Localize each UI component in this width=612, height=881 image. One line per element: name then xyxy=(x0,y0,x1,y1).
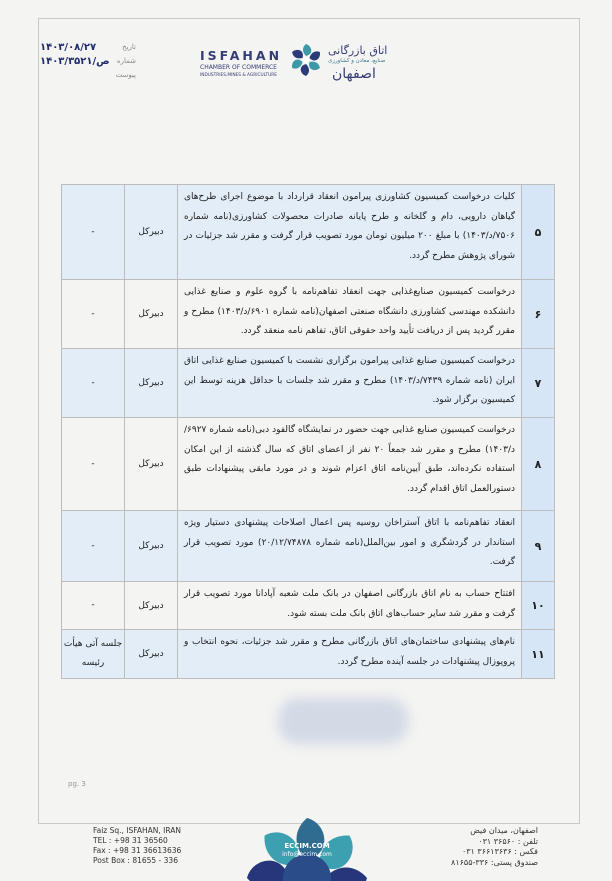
number-value: ۱۴۰۳/ص/۳۵۲۱ xyxy=(40,55,110,67)
letter-meta xyxy=(40,40,136,82)
row-responsible: دبیرکل xyxy=(124,582,177,629)
row-description: درخواست کمیسیون صنایع‌غذایی جهت انعقاد تفاهم‌نامه با گروه علوم و صنایع غذایی دانشکده مهندسی کشاورزی دانشگاه صنعتی اصفهان(نامه شماره ۶۹۰۱/د/۱۴۰۳) مطرح و مقرر گردید پس از دریافت تأیید واحد حقوقی اتاق، تفاهم نامه منعقد گردد. xyxy=(177,280,521,348)
attachment-row xyxy=(40,68,136,82)
row-responsible: دبیرکل xyxy=(124,511,177,581)
table-row xyxy=(62,185,554,280)
attachment-label: پیوست xyxy=(115,71,136,79)
row-deadline: - xyxy=(62,511,124,581)
row-description: نام‌های پیشنهادی ساختمان‌های اتاق بازرگانی مطرح و مقرر شد جزئیات، نحوه انتخاب و پروپوزال پیشنهادات در جلسه آینده مطرح گردد. xyxy=(177,630,521,678)
logo-en-subtitle-2: INDUSTRIES,MINES & AGRICULTURE xyxy=(200,73,277,78)
row-number: ۷ xyxy=(521,349,554,417)
table-row xyxy=(62,582,554,630)
row-number: ۸ xyxy=(521,418,554,510)
row-responsible: دبیرکل xyxy=(124,349,177,417)
row-deadline: - xyxy=(91,458,95,469)
row-deadline: جلسه آتی هیأت رئیسه xyxy=(62,630,124,678)
footer-email[interactable]: info@eccim.com xyxy=(282,851,332,858)
row-deadline: - xyxy=(91,308,95,319)
date-label: تاریخ xyxy=(122,43,136,51)
footer-contact-en xyxy=(93,826,181,866)
row-responsible: دبیرکل xyxy=(124,280,177,348)
footer-tel-fa: تلفن : ۳۶۵۶۰ ۰۳۱ xyxy=(478,836,538,846)
number-label: شماره xyxy=(116,57,136,65)
footer-fax-en: Fax : +98 31 36613636 xyxy=(93,846,182,855)
table-row xyxy=(62,349,554,418)
footer-tel-en: TEL : +98 31 36560 xyxy=(93,836,168,845)
chamber-logo xyxy=(198,40,428,92)
row-number: ۶ xyxy=(521,280,554,348)
footer-address-en: Faiz Sq., ISFAHAN, IRAN xyxy=(93,826,182,835)
row-deadline: - xyxy=(91,600,95,610)
footer-emblem xyxy=(222,818,392,881)
table-row xyxy=(62,418,554,511)
footer-website[interactable]: ECCIM.COM xyxy=(284,842,330,850)
logo-fa-subtitle: صنایع، معادن و کشاورزی xyxy=(328,58,386,64)
chamber-emblem-icon xyxy=(288,42,324,78)
footer-pobox-en: Post Box : 81655 - 336 xyxy=(93,856,178,865)
resolutions-table xyxy=(61,184,555,679)
row-responsible: دبیرکل xyxy=(124,418,177,510)
page-number: pg. 3 xyxy=(68,780,86,788)
row-number: ۹ xyxy=(521,511,554,581)
table-row xyxy=(62,280,554,349)
logo-fa-title: اتاق بازرگانی xyxy=(328,44,388,57)
logo-en-title: ISFAHAN xyxy=(200,48,283,63)
row-number: ۱۱ xyxy=(521,630,554,678)
row-responsible: دبیرکل xyxy=(124,185,177,279)
row-number: ۵ xyxy=(521,185,554,279)
row-description: کلیات درخواست کمیسیون کشاورزی پیرامون انعقاد قرارداد با موضوع اجرای طرح‌های گیاهان دارویی، دام و گلخانه و طرح پایانه صادرات محصولات کشاورزی(نامه شماره ۷۵۰۶/د/۱۴۰۳) با مبلغ ۲۰۰ میلیون تومان مورد تصویب قرار گرفت و مقرر شد جزئیات در شورای پژوهش مطرح گردد. xyxy=(177,185,521,279)
row-description: درخواست کمیسیون صنایع غذایی پیرامون برگزاری نشست با کمیسیون صنایع غذایی اتاق ایران (نامه شماره ۷۴۳۹/د/۱۴۰۳) مطرح و مقرر شد جلسات با حداقل هزینه توسط این کمیسیون برگزار شود. xyxy=(177,349,521,417)
footer-address-fa: اصفهان، میدان فیض xyxy=(470,826,538,835)
logo-en-subtitle: CHAMBER OF COMMERCE xyxy=(200,64,277,71)
row-description: افتتاح حساب به نام اتاق بازرگانی اصفهان در بانک ملت شعبه آپادانا مورد تصویب قرار گرفت و مقرر شد سایر حساب‌های اتاق بانک ملت بسته شود. xyxy=(177,582,521,629)
table-row xyxy=(62,511,554,582)
row-number: ۱۰ xyxy=(521,582,554,629)
footer-fax-fa: فکس : ۳۶۶۱۳۶۳۶ ۰۳۱ xyxy=(461,847,538,856)
table-row xyxy=(62,630,554,678)
number-row xyxy=(40,54,136,68)
logo-fa-city: اصفهان xyxy=(332,66,376,82)
signature-stamp xyxy=(278,698,408,744)
row-description: درخواست کمیسیون صنایع غذایی جهت حضور در نمایشگاه گالفود دبی(نامه شماره ۶۹۲۷/د/۱۴۰۳) مطرح و مقرر شد جمعاً ۲۰ نفر از اعضای اتاق که سال گذشته از این امکان استفاده نکرده‌اند، طبق آیین‌نامه اتاق اعزام شوند و در مورد مابقی پیشنهادات طبق دستورالعمل اتاق اقدام گردد. xyxy=(177,418,521,510)
row-description: انعقاد تفاهم‌نامه با اتاق آستراخان روسیه پس اعمال اصلاحات پیشنهادی دستیار ویژه استاندار در گردشگری و امور بین‌الملل(نامه شماره ۲۰/۱۲/۷۴۸۷۸) مورد تصویب قرار گرفت. xyxy=(177,511,521,581)
row-responsible: دبیرکل xyxy=(124,630,177,678)
row-deadline: - xyxy=(62,185,124,279)
date-value: ۱۴۰۳/۰۸/۲۷ xyxy=(40,41,97,53)
row-deadline: - xyxy=(62,349,124,417)
date-row xyxy=(40,40,136,54)
footer-contact-fa xyxy=(418,826,538,868)
footer-pobox-fa: صندوق پستی: ۳۳۶-۸۱۶۵۵ xyxy=(451,857,538,867)
